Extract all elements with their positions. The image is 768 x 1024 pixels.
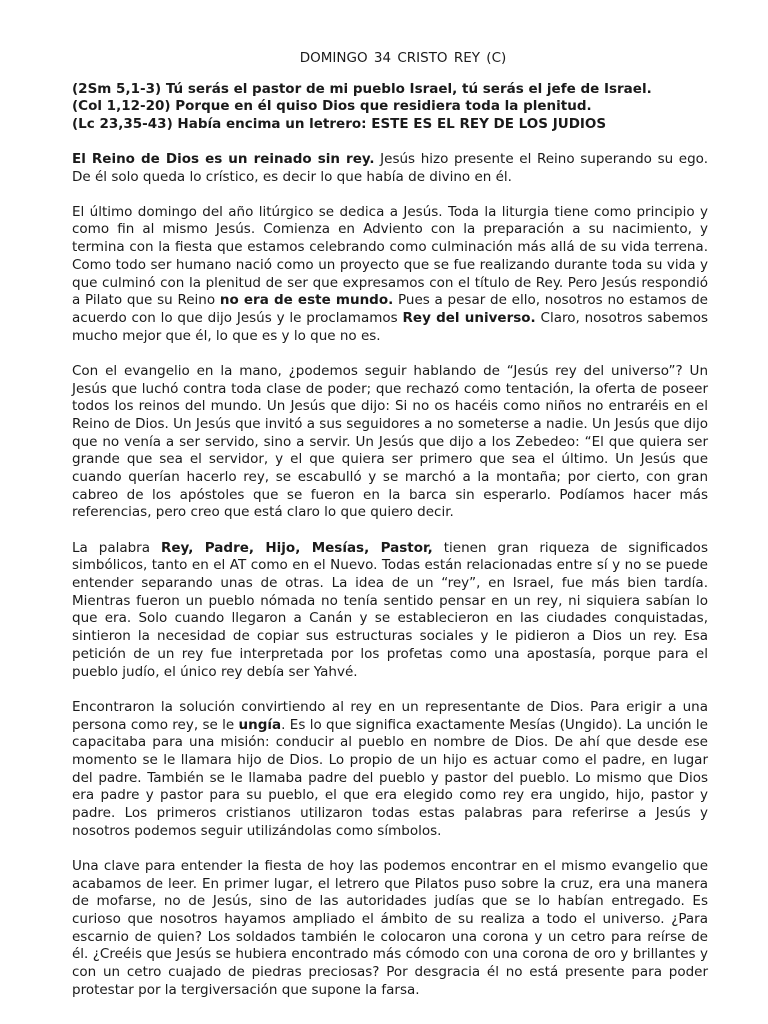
paragraph-text: El último domingo del año litúrgico se dedica a Jesús. Toda la liturgia tiene como principio y como fin al mismo Jesús. Comienza en Adviento con la preparación a su nacimiento, y termina con la fiesta que estamos celebrando como culminación más allá de su vida terrena. Como todo ser humano nació como un proyecto que se fue realizando durante toda su vida y que culminó con la plenitud de ser que expresamos con el título de Rey. Pero Jesús respondió a Pilato que su Reino (72, 203, 708, 309)
paragraph-text: La palabra (72, 539, 161, 556)
paragraph-5 (72, 699, 708, 841)
paragraph-text: tienen gran riqueza de significados simbólicos, tanto en el AT como en el Nuevo. Todas están relacionadas entre sí y no se puede entender separando unas de otras. La idea de un “rey”, en Israel, fue más bien tardía. Mientras fueron un pueblo nómada no tenía sentido pensar en un rey, ni siquiera sabían lo que era. Solo cuando llegaron a Canán y se establecieron en las ciudades conquistadas, sintieron la necesidad de copiar sus estructuras sociales y le pidieron a Dios un rey. Esa petición de un rey fue interpretada por los profetas como una apostasía, porque para el pueblo judío, el único rey debía ser Yahvé. (72, 539, 708, 680)
paragraph-text: Una clave para entender la fiesta de hoy las podemos encontrar en el mismo evangelio que acabamos de leer. En primer lugar, el letrero que Pilatos puso sobre la cruz, era una manera de mofarse, no de Jesús, sino de las autoridades judías que se lo habían entregado. Es curioso que nosotros hayamos ampliado el ámbito de su realiza a todo el universo. ¿Para escarnio de quien? Los soldados también le colocaron una corona y un cetro para reírse de él. ¿Creéis que Jesús se hubiera encontrado más cómodo con una corona de oro y brillantes y con un cetro cuajado de piedras preciosas? Por desgracia él no está presente para poder protestar por la tergiversación que supone la farsa. (72, 857, 708, 998)
bold-phrase: Rey del universo. (402, 309, 536, 326)
paragraph-1 (72, 151, 708, 186)
paragraph-text: Jesús hizo presente el Reino superando su ego. De él solo queda lo crístico, es decir lo que había de divino en él. (72, 150, 708, 185)
paragraph-text: Encontraron la solución convirtiendo al rey en un representante de Dios. Para erigir a una persona como rey, se le (72, 698, 708, 733)
paragraph-text: Con el evangelio en la mano, ¿podemos seguir hablando de “Jesús rey del universo”? Un Jesús que luchó contra toda clase de poder; que rechazó como tentación, la oferta de poseer todos los reinos del mundo. Un Jesús que dijo: Si no os hacéis como niños no entraréis en el Reino de Dios. Un Jesús que invitó a sus seguidores a no someterse a nadie. Un Jesús que dijo que no venía a ser servido, sino a servir. Un Jesús que dijo a los Zebedeo: “El que quiera ser grande que sea el servidor, y el que quiera ser primero que sea el último. Un Jesús que cuando querían hacerlo rey, se escabulló y se marchó a la montaña; por cierto, con gran cabreo de los apóstoles que se fueron en la barca sin esperarlo. Podíamos hacer más referencias, pero creo que está claro lo que quiero decir. (72, 362, 708, 521)
reading-line: (Lc 23,35-43) Había encima un letrero: ESTE ES EL REY DE LOS JUDIOS (72, 116, 607, 133)
reading-line: (2Sm 5,1-3) Tú serás el pastor de mi pueblo Israel, tú serás el jefe de Israel. (72, 80, 652, 97)
paragraph-text: . Es lo que significa exactamente Mesías (Ungido). La unción le capacitaba para una misión: conducir al pueblo en nombre de Dios. De ahí que desde ese momento se le llamara hijo de Dios. Lo propio de un hijo es actuar como el padre, en lugar del padre. También se le llamaba padre del pueblo y pastor del pueblo. Lo mismo que Dios era padre y pastor para su pueblo, el que era elegido como rey era ungido, hijo, pastor y padre. Los primeros cristianos utilizaron todas estas palabras para referirse a Jesús y nosotros podemos seguir utilizándolas como símbolos. (72, 716, 708, 839)
paragraph-text: Claro, nosotros sabemos mucho mejor que él, lo que es y lo que no es. (72, 309, 708, 344)
bold-phrase: ungía (238, 716, 282, 733)
readings-list (72, 81, 708, 134)
page-title: DOMINGO 34 CRISTO REY (C) (299, 50, 507, 66)
bold-phrase: El Reino de Dios es un reinado sin rey. (72, 150, 375, 167)
bold-phrase: no era de este mundo. (219, 292, 394, 309)
bold-phrase: Rey, Padre, Hijo, Mesías, Pastor, (160, 539, 433, 556)
paragraph-4 (72, 540, 708, 682)
paragraph-2 (72, 204, 708, 346)
paragraph-text: Pues a pesar de ello, nosotros no estamos de acuerdo con lo que dijo Jesús y le proclamamos (72, 292, 708, 326)
paragraph-3 (72, 363, 708, 522)
paragraph-6 (72, 858, 708, 1000)
reading-line: (Col 1,12-20) Porque en él quiso Dios que residiera toda la plenitud. (72, 98, 592, 115)
